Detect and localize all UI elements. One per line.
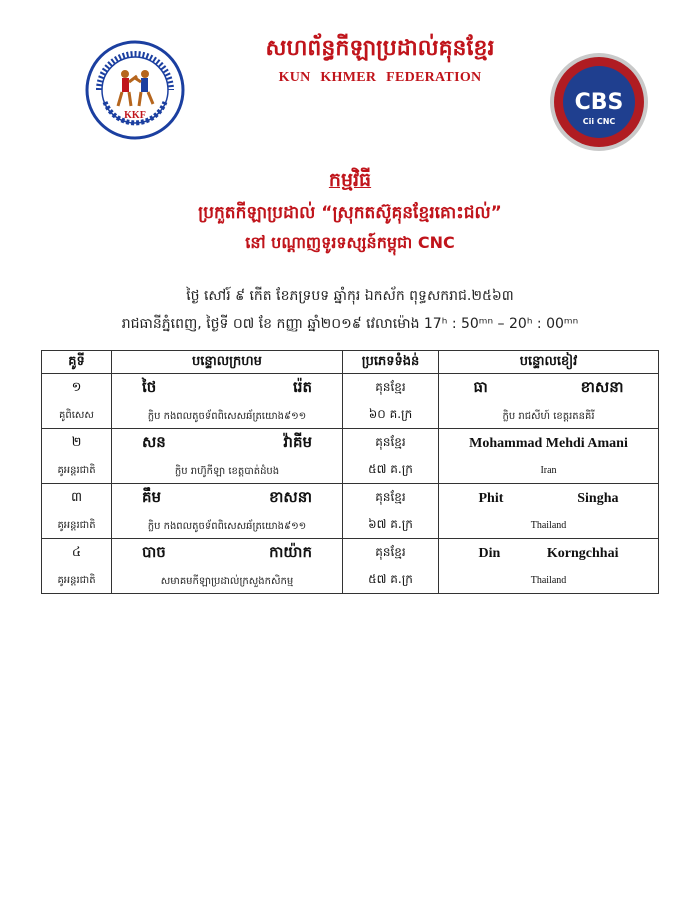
cbs-logo <box>549 52 649 152</box>
red-fighter-name: ថៃ រ៉េត <box>142 378 312 397</box>
blue-fighter-country: Thailand <box>530 575 567 587</box>
bout-level: គូអន្តរជាតិ <box>57 575 96 586</box>
red-fighter-name: បាច កាយ៉ាក <box>142 543 312 562</box>
blue-fighter-name: Phit Singha <box>478 490 619 506</box>
cbs-logo-abbr: CBS <box>574 90 624 115</box>
red-fighter-name: គឹម ខាសនា <box>142 488 312 507</box>
blue-fighter-country: Iran <box>540 465 557 477</box>
weight-class: គុនខ្មែរ <box>375 434 406 449</box>
program-title: កម្មវិធី <box>328 169 372 191</box>
venue: នៅ បណ្តាញទូរទស្សន៍កម្ពុជា CNC <box>245 233 455 252</box>
red-fighter-club: សមាគមកីឡាប្រដាល់ក្រសួងកសិកម្ម <box>160 575 294 587</box>
bout-table <box>41 350 659 594</box>
weight-value: ៦៧ គ.ក្រ <box>368 516 413 531</box>
red-fighter-club: ក្លិប រាហ៊ូកីឡា ខេត្តបាត់ដំបង <box>174 465 280 477</box>
weight-class: គុនខ្មែរ <box>375 379 406 394</box>
bout-number: ៤ <box>71 545 82 560</box>
federation-name-english: KUN KHMER FEDERATION <box>278 70 482 85</box>
blue-fighter-club: ក្លិប រាជសីហ៍ ខេត្តរតនគិរី <box>502 410 595 422</box>
blue-fighter-name: Din Korngchhai <box>478 545 619 561</box>
table-row <box>42 374 659 429</box>
date-time-line: រាជធានីភ្នំពេញ, ថ្ងៃទី ០៧ ខែ កញ្ញា ឆ្នាំ២០១៩ វេលាម៉ោង 17ʰ : 50ᵐⁿ – 20ʰ : 00ᵐⁿ <box>121 316 579 332</box>
lunar-date-line: ថ្ងៃ សៅរ៍ ៩ កើត ខែភទ្របទ ឆ្នាំកុរ ឯកស័ក ពុទ្ធសករាជ.២៥៦៣ <box>186 288 514 304</box>
federation-name-khmer: សហព័ន្ធកីឡាប្រដាល់គុនខ្មែរ <box>265 36 495 61</box>
table-row <box>42 539 659 594</box>
bout-level: គូអន្តរជាតិ <box>57 520 96 531</box>
red-fighter-club: ក្លិប កងពលតូចទ័ពពិសេសឆ័ត្រយោង៩១១ <box>147 520 307 532</box>
kkf-logo <box>85 40 185 140</box>
header-blue-corner: បន្ទោលខៀវ <box>439 351 659 374</box>
blue-fighter-name: ធា ខាសនា <box>473 378 624 397</box>
weight-value: ៥៧ គ.ក្រ <box>368 461 413 476</box>
blue-fighter-name: Mohammad Mehdi Amani <box>469 435 628 451</box>
header-bout-number: គូទី <box>42 351 112 374</box>
bout-number: ២ <box>71 435 82 450</box>
kkf-logo-abbr: KKF <box>124 110 146 121</box>
bout-number: ១ <box>71 380 82 395</box>
table-header-row <box>42 351 659 374</box>
weight-class: គុនខ្មែរ <box>375 544 406 559</box>
event-name: ប្រកួតកីឡាប្រដាល់ “ស្រុកតស៊ូគុនខ្មែរគោះជល់” <box>198 203 502 223</box>
table-row <box>42 484 659 539</box>
bout-level: គូពិសេស <box>59 410 94 421</box>
weight-class: គុនខ្មែរ <box>375 489 406 504</box>
header-red-corner: បន្ទោលក្រហម <box>112 351 343 374</box>
red-fighter-club: ក្លិប កងពលតូចទ័ពពិសេសឆ័ត្រយោង៩១១ <box>147 410 307 422</box>
bout-number: ៣ <box>70 490 83 505</box>
red-fighter-name: សន វ៉ាគីម <box>142 433 312 452</box>
blue-fighter-country: Thailand <box>530 520 567 532</box>
table-row <box>42 429 659 484</box>
header-weight-class: ប្រភេទទំងន់ <box>343 351 439 374</box>
cbs-logo-sub: Cii CNC <box>582 117 616 126</box>
weight-value: ៦០ គ.ក្រ <box>368 406 413 421</box>
weight-value: ៥៧ គ.ក្រ <box>368 571 413 586</box>
bout-level: គូអន្តរជាតិ <box>57 465 96 476</box>
